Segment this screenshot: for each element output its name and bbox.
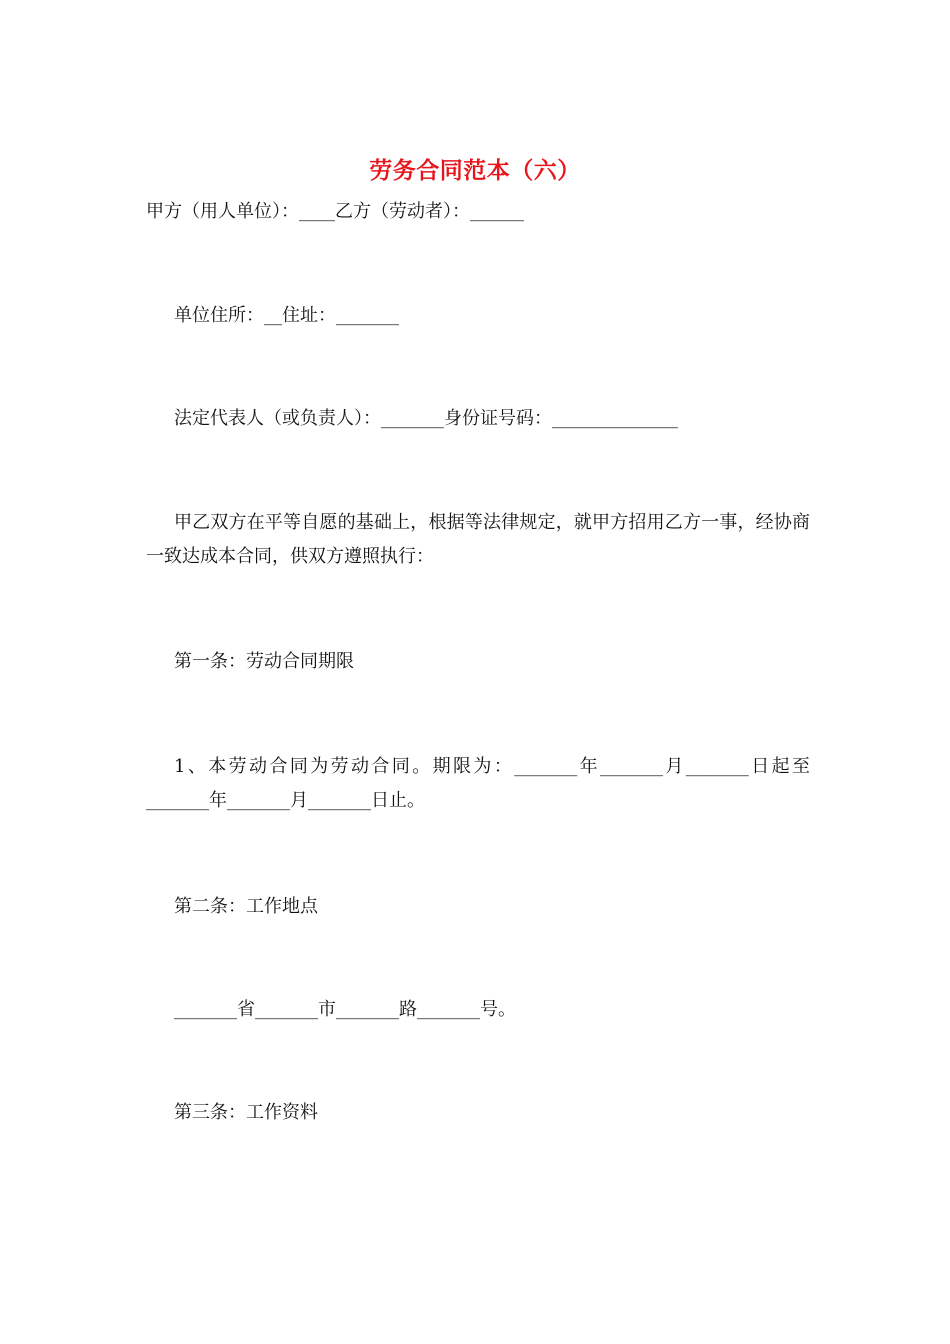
address-line: 单位住所：__住址：_______ — [174, 305, 399, 326]
intro-paragraph: 甲乙双方在平等自愿的基础上，根据等法律规定，就甲方招用乙方一事，经协商一致达成本合同，供双方遵照执行： — [146, 512, 810, 567]
article1-heading: 第一条：劳动合同期限 — [174, 651, 354, 672]
article2-content: _______省_______市_______路_______号。 — [174, 999, 516, 1020]
parties-line: 甲方（用人单位）：____乙方（劳动者）：______ — [146, 201, 524, 222]
article2-heading: 第二条：工作地点 — [174, 896, 318, 917]
document-title: 劳务合同范本（六） — [369, 157, 581, 184]
article1-item1: 1、本劳动合同为劳动合同。期限为：_______年_______月_______日起至_______年_______月_______日止。 — [146, 756, 810, 811]
representative-line: 法定代表人（或负责人）：_______身份证号码：______________ — [174, 408, 678, 429]
article3-heading: 第三条：工作资料 — [174, 1102, 318, 1123]
